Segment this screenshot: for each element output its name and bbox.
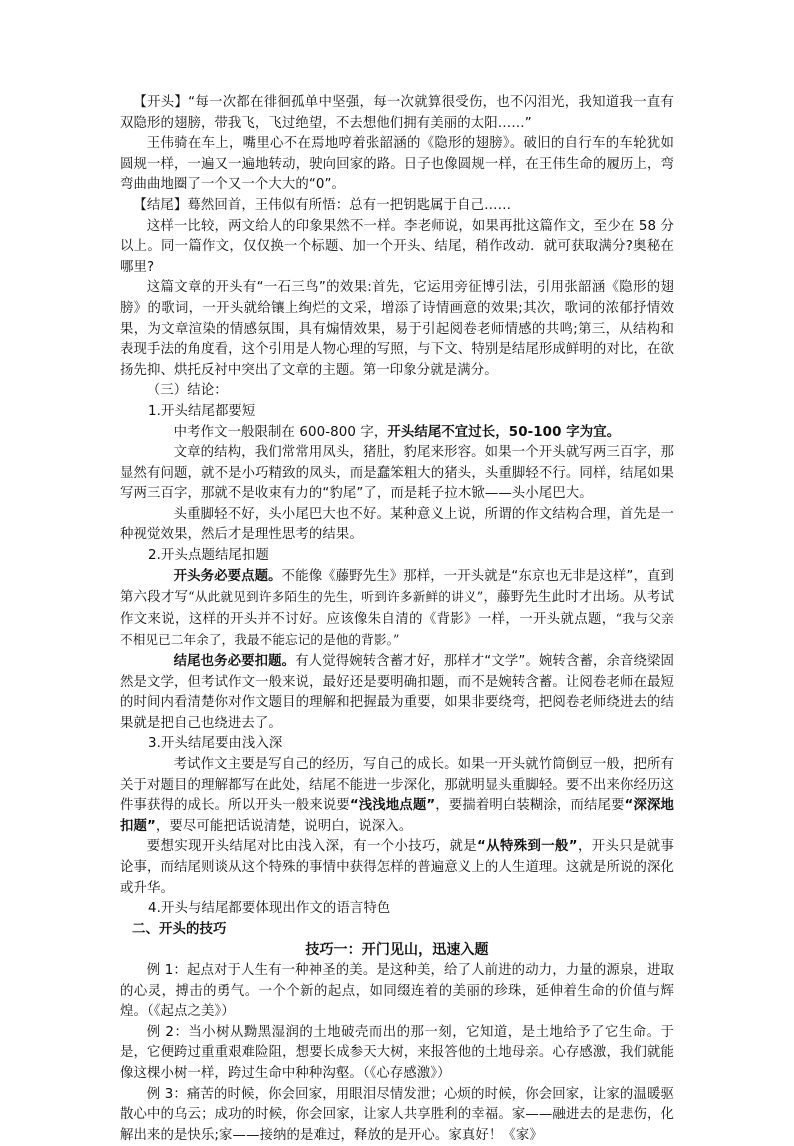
text: 中考作文一般限制在 600-800 字， (174, 425, 388, 440)
bold-text: “从特殊到一般” (477, 839, 578, 854)
opening-quote-paragraph: 【开头】“每一次都在徘徊孤单中坚强，每一次就算很受伤，也不闪泪光，我知道我一直有双隐形的翅膀，带我飞，飞过绝望，不去想他们拥有美丽的太阳……” (120, 93, 674, 134)
section-heading: 二、开头的技巧 (120, 920, 674, 941)
bold-text: “深深地扣题” (120, 798, 674, 834)
bold-text: 结尾也务必要扣题。 (174, 654, 296, 669)
paragraph: 头重脚轻不好，头小尾巴大也不好。某种意义上说，所谓的作文结构合理，首先是一种视觉效果，然后才是理性思考的结果。 (120, 505, 674, 546)
paragraph (120, 423, 674, 444)
text: 不能像《藤野先生》那样，一开头就是“东京也无非是这样”，直到第六段才写 (120, 569, 674, 606)
subheading-3: 3.开头结尾要由浅入深 (120, 734, 674, 755)
paragraph: 这篇文章的开头有“一石三鸟”的效果:首先，它运用旁征博引法，引用张韶涵《隐形的翅膀》的歌词，一开头就给镶上绚烂的文采，增添了诗情画意的效果;其次，歌词的浓郁抒情效果，为文章渲染的情感氛围，具有煽情效果，易于引起阅卷老师情感的共鸣;第三，从结构和表现手法的角度看，这个引用是人物心理的写照，与下文、特别是结尾形成鲜明的对比，在欲扬先抑、烘托反衬中突出了文章的主题。第一印象分就是满分。 (120, 278, 674, 381)
example-paragraph: 例 2：当小树从黝黑湿润的土地破壳而出的那一刻，它知道，是土地给予了它生命。于是，它便跨过重重艰难险阻，想要长成参天大树，来报答他的土地母亲。心存感激，我们就能像这棵小树一样，跨过生命中种种沟壑。（《心存感激》） (120, 1023, 674, 1085)
text: ，要揣着明白装糊涂，而结尾要 (435, 798, 624, 813)
example-paragraph: 例 3：痛苦的时候，你会回家，用眼泪尽情发泄；心烦的时候，你会回家，让家的温暖驱散心中的乌云；成功的时候，你会回家，让家人共享胜利的幸福。家——融进去的是悲伤，化解出来的是快乐;家——接纳的是难过，释放的是开心。家真好！《家》 (120, 1085, 674, 1146)
quote-text: “我与父亲不相见已二年余了，我最不能忘记的是他的背影。” (120, 611, 674, 648)
example-paragraph: 例 1：起点对于人生有一种神圣的美。是这种美，给了人前进的动力，力量的源泉，进取的心灵，搏击的勇气。一个个新的起点，如同缀连着的美丽的珍珠，延伸着生命的价值与辉煌。（《起点之美》） (120, 961, 674, 1023)
conclusion-heading: （三）结论： (120, 381, 674, 402)
paragraph: 王伟骑在车上，嘴里心不在焉地哼着张韶涵的《隐形的翅膀》。破旧的自行车的车轮犹如圆规一样，一遍又一遍地转动，驶向回家的路。日子也像圆规一样，在王伟生命的履历上，弯弯曲曲地圈了一个又一个大大的“0”。 (120, 134, 674, 196)
subheading-1: 1.开头结尾都要短 (120, 402, 674, 423)
text: 要想实现开头结尾对比由浅入深，有一个小技巧，就是 (147, 839, 477, 854)
ending-paragraph: 【结尾】蓦然回首，王伟似有所悟：总有一把钥匙属于自己…… (120, 196, 674, 217)
text: ，要尽可能把话说清楚，说明白，说深入。 (156, 819, 412, 834)
paragraph (120, 567, 674, 652)
bold-text: “浅浅地点题” (350, 798, 435, 813)
quote-text: “从此就见到许多陌生的先生，听到许多新鲜的讲义” (188, 589, 483, 604)
bold-text: 开头务必要点题。 (174, 569, 282, 584)
document-page (120, 93, 674, 1146)
bold-text: 开头结尾不宜过长，50-100 字为宜。 (387, 425, 620, 440)
tip-heading: 技巧一：开门见山，迅速入题 (120, 940, 674, 961)
subheading-2: 2.开头点题结尾扣题 (120, 546, 674, 567)
paragraph: 文章的结构，我们常常用凤头，猪肚，豹尾来形容。如果一个开头就写两三百字，那显然有问题，就不是小巧精致的凤头，而是蠢笨粗大的猪头，头重脚轻不行。同样，结尾如果写两三百字，那就不是收束有力的“豹尾”了，而是耗子拉木锨——头小尾巴大。 (120, 443, 674, 505)
paragraph (120, 755, 674, 837)
text: ，开头只是就事论事，而结尾则谈从这个特殊的事情中获得怎样的普遍意义上的人生道理。这就是所说的深化或升华。 (120, 839, 674, 895)
text: 考试作文主要是写自己的经历，写自己的成长。如果一开头就竹筒倒豆一般，把所有关于对题目的理解都写在此处，结尾不能进一步深化，那就明显头重脚轻。要不出来你经历这件事获得的成长。所以开头一般来说要 (120, 757, 674, 813)
text: 有人觉得婉转含蓄才好，那样才“文学”。婉转含蓄，余音绕梁固然是文学，但考试作文一般来说，最好还是要明确扣题，而不是婉转含蓄。让阅卷老师在最短的时间内看清楚你对作文题目的理解和把握最为重要，如果非要绕弯，把阅卷老师绕进去的结果就是把自己也绕进去了。 (120, 654, 674, 731)
subheading-4: 4.开头与结尾都要体现出作文的语言特色 (120, 899, 674, 920)
text: ，藤野先生此时才出场。从考试作文来说，这样的开头并不讨好。应该像朱自清的《背影》一样，一开头就点题， (120, 590, 674, 627)
paragraph (120, 837, 674, 899)
paragraph: 这样一比较，两文给人的印象果然不一样。李老师说，如果再批这篇作文，至少在 58 分以上。同一篇作文，仅仅换一个标题、加一个开头、结尾，稍作改动．就可获取满分?奥秘在哪里? (120, 217, 674, 279)
paragraph (120, 652, 674, 734)
